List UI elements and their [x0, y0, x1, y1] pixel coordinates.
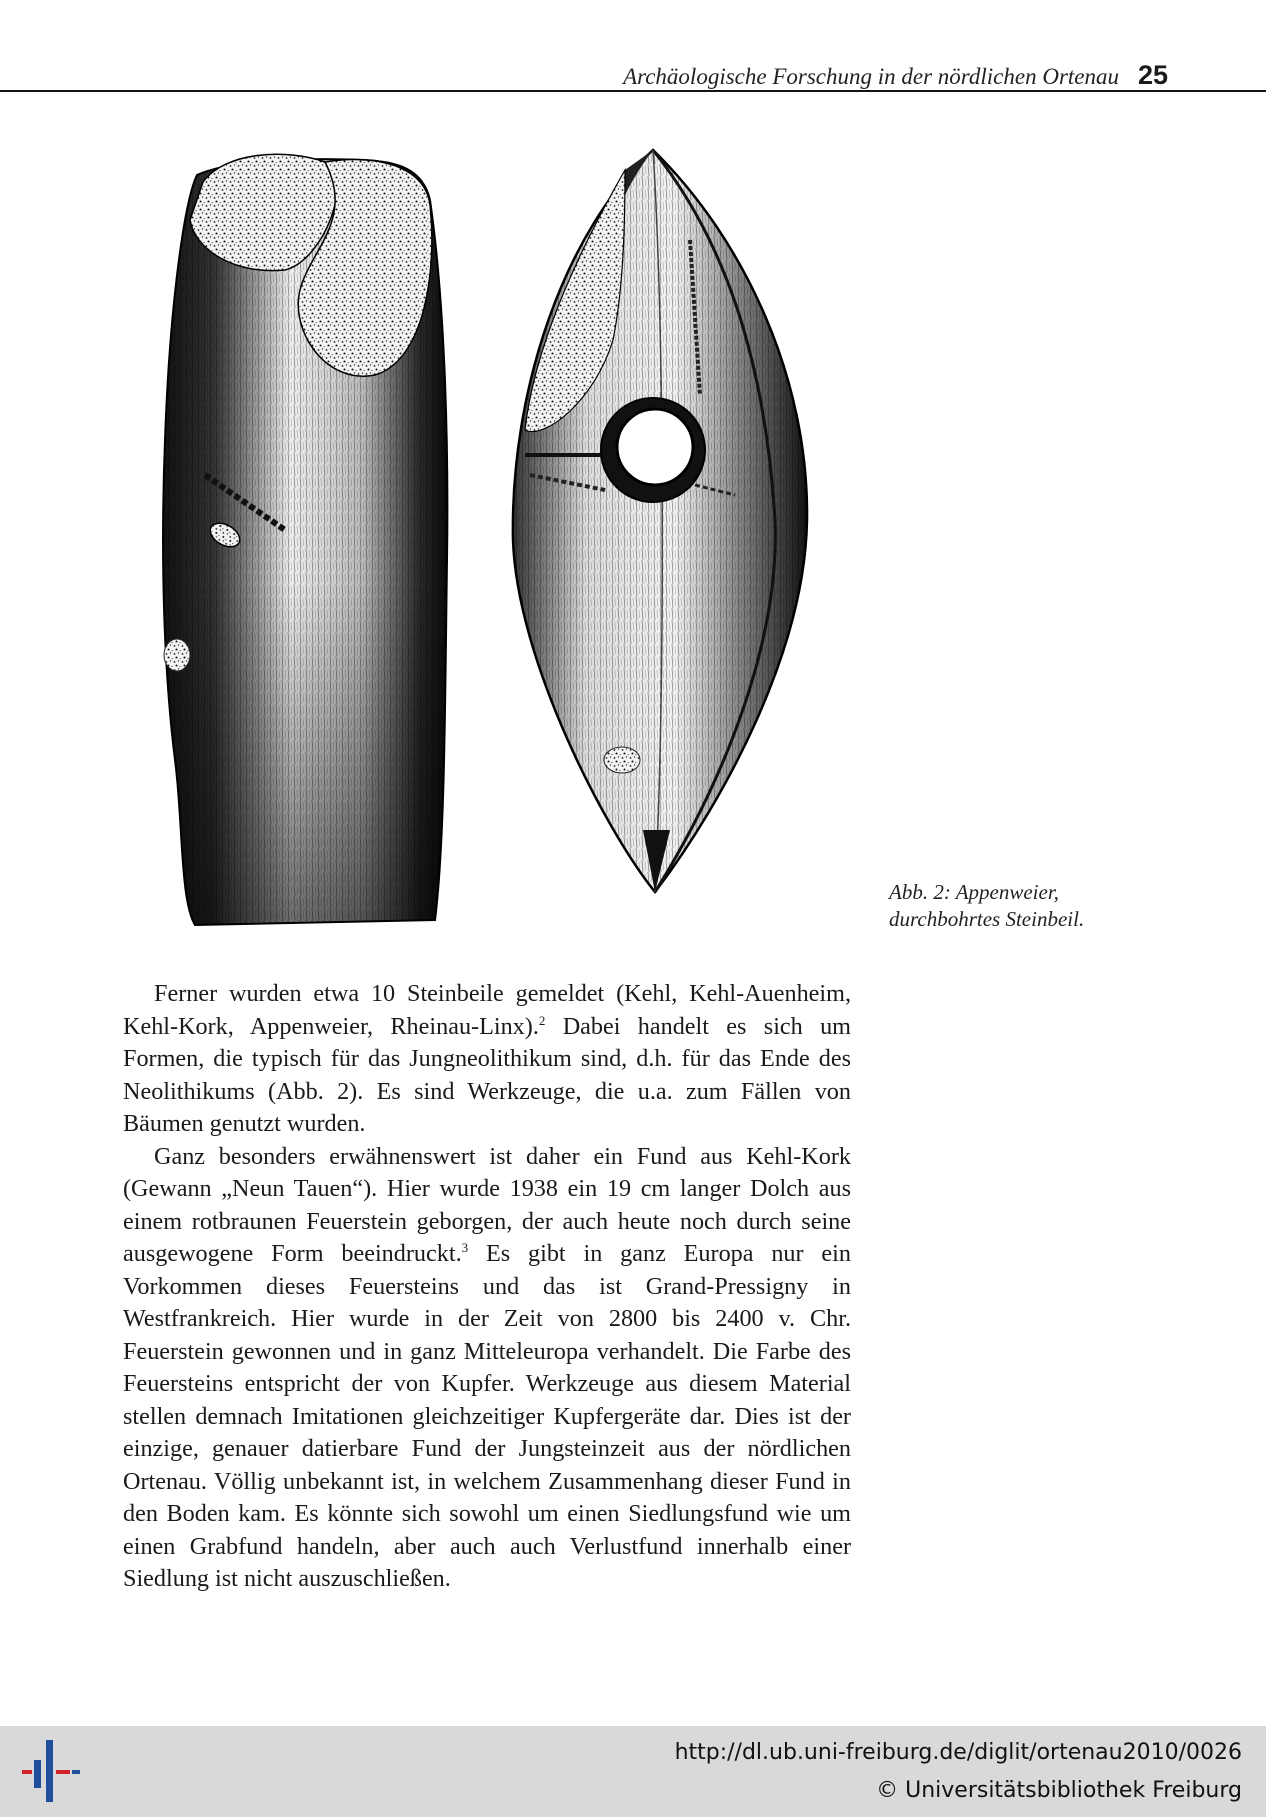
paragraph-1-text-a: Ferner wurden etwa 10 Steinbeile gemeldet (Kehl, Kehl-Auenheim, Kehl-Kork, Appenweier, Rheinau-Linx).: [123, 980, 851, 1040]
footer-url-link[interactable]: http://dl.ub.uni-freiburg.de/diglit/ortenau2010/0026: [674, 1740, 1242, 1765]
figure-stone-axe: [125, 140, 855, 940]
paragraph-1-text-b: Dabei handelt es sich um Formen, die typisch für das Jungneolithikum sind, d.h. für das Ende des Neolithikums (Abb. 2). Es sind Werkzeuge, die u.a. zum Fällen von Bäumen genutzt wurden.: [123, 1012, 851, 1137]
paragraph-2-text-a: Ganz besonders erwähnenswert ist daher ein Fund aus Kehl-Kork (Gewann „Neun Tauen“). Hier wurde 1938 ein 19 cm langer Dolch aus einem rotbraunen Feuerstein geborgen, der auch heute noch durch seine ausgewogene Form beeindruckt.: [123, 1142, 851, 1267]
figure-caption: [889, 879, 1149, 933]
footer-copyright: © Universitätsbibliothek Freiburg: [876, 1778, 1242, 1803]
footnote-ref-3[interactable]: 3: [461, 1240, 469, 1255]
caption-line-1: Abb. 2: Appenweier,: [889, 880, 1059, 904]
page-footer: [0, 1726, 1266, 1817]
paragraph-1: [123, 978, 851, 1141]
ub-freiburg-logo-icon: [22, 1736, 80, 1806]
paragraph-2-text-b: Es gibt in ganz Europa nur ein Vorkommen dieses Feuersteins und das ist Grand-Pressigny in Westfrankreich. Hier wurde in der Zeit von 2800 bis 2400 v. Chr. Feuerstein gewonnen und in ganz Mitteleuropa verhandelt. Die Farbe des Feuersteins entspricht der von Kupfer. Werkzeuge aus diesem Material stellen demnach Imitationen gleichzeitiger Kupfergeräte dar. Dies ist der einzige, genauer datierbare Fund der Jungsteinzeit aus der nördlichen Ortenau. Völlig unbekannt ist, in welchem Zusammenhang dieser Fund in den Boden kam. Es könnte sich sowohl um einen Siedlungsfund wie um einen Grabfund handeln, aber auch auch Verlustfund innerhalb einer Siedlung ist nicht auszuschließen.: [123, 1240, 851, 1592]
paragraph-2: [123, 1141, 851, 1596]
stone-axe-drawing: [125, 140, 855, 940]
page-number: 25: [1137, 60, 1168, 90]
axe-front-view: [513, 150, 807, 892]
caption-line-2: durchbohrtes Steinbeil.: [889, 907, 1085, 931]
header-rule: [0, 90, 1266, 92]
footnote-ref-2[interactable]: 2: [538, 1012, 546, 1028]
page-header: [0, 60, 1266, 92]
running-title: Archäologische Forschung in der nördlichen Ortenau: [623, 64, 1119, 89]
body-text: [123, 978, 851, 1596]
axe-side-view: [163, 154, 447, 925]
